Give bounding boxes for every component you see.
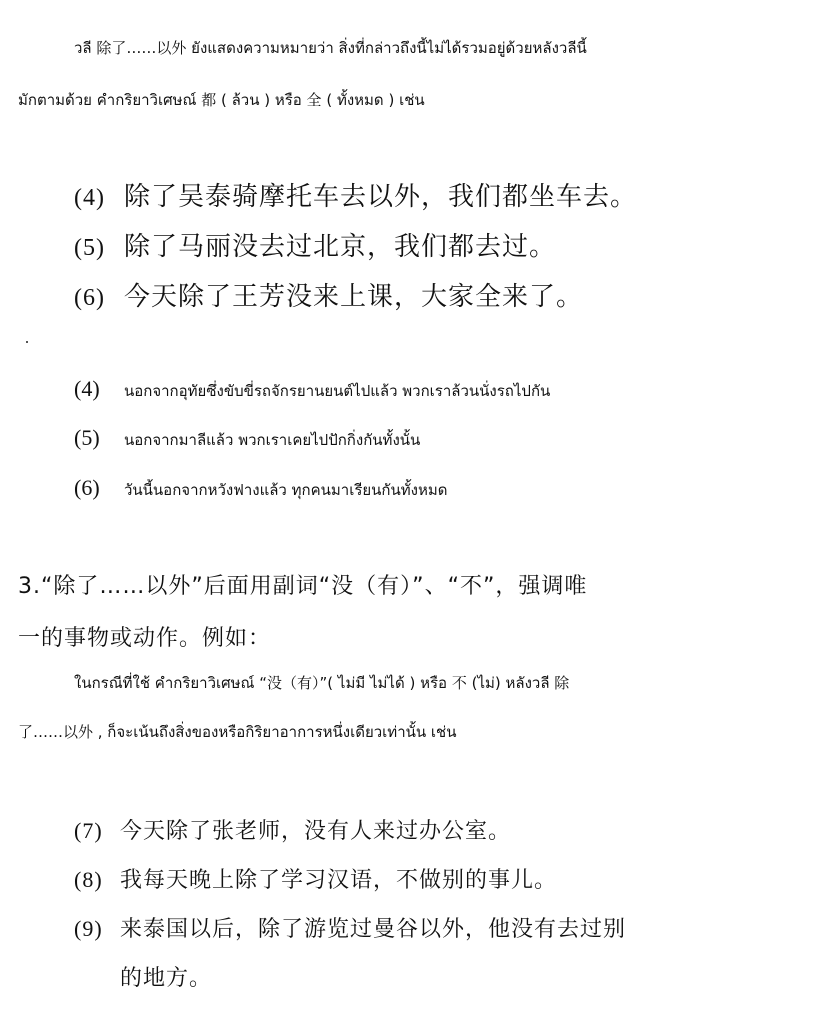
- section3-zh-line-2: 一的事物或动作。例如：: [18, 626, 272, 651]
- intro-line-2: มักตามด้วย คำกริยาวิเศษณ์ 都 ( ล้วน ) หรือ 全 ( ทั้งหมด ) เช่น: [18, 91, 425, 109]
- example-text: 今天除了张老师，没有人来过办公室。: [120, 819, 512, 844]
- example-number: (7): [74, 818, 103, 843]
- example-zh-8: [74, 863, 557, 894]
- example-number: (6): [74, 475, 100, 500]
- example-th-4: [74, 376, 550, 403]
- example-text: 我每天晚上除了学习汉语，不做别的事儿。: [120, 868, 558, 893]
- example-number: (6): [74, 285, 105, 311]
- example-text: นอกจากอุทัยซึ่งขับขี่รถจักรยานยนต์ไปแล้ว พวกเราล้วนนั่งรถไปกัน: [124, 382, 551, 400]
- example-9-continuation: 的地方。: [120, 966, 213, 991]
- example-text: 来泰国以后，除了游览过曼谷以外，他没有去过别: [120, 917, 627, 942]
- example-number: (9): [74, 916, 103, 941]
- section3-th-line-2: 了……以外 , ก็จะเน้นถึงสิ่งของหรือกิริยาอาการหนึ่งเดียวเท่านั้น เช่น: [18, 723, 457, 741]
- example-number: (4): [74, 185, 105, 211]
- example-th-5: [74, 425, 420, 452]
- example-text: 除了吴泰骑摩托车去以外，我们都坐车去。: [124, 182, 638, 212]
- section3-th-line-1: ในกรณีที่ใช้ คำกริยาวิเศษณ์ “没（有）”( ไม่มี ไม่ได้ ) หรือ 不 (ไม่) หลังวลี 除: [74, 674, 570, 692]
- example-text: 今天除了王芳没来上课，大家全来了。: [124, 282, 584, 312]
- example-text: 除了马丽没去过北京，我们都去过。: [124, 232, 557, 262]
- example-th-6: [74, 475, 447, 502]
- example-text: นอกจากมาลีแล้ว พวกเราเคยไปปักกิ่งกันทั้งนั้น: [124, 431, 421, 449]
- intro-line-1: วลี 除了……以外 ยังแสดงความหมายว่า สิ่งที่กล่าวถึงนี้ไม่ได้รวมอยู่ด้วยหลังวลีนี้: [74, 39, 587, 57]
- example-zh-4: [74, 176, 637, 213]
- example-number: (5): [74, 235, 105, 261]
- example-zh-7: [74, 814, 511, 845]
- example-number: (5): [74, 425, 100, 450]
- example-zh-6: [74, 276, 583, 313]
- example-zh-5: [74, 226, 556, 263]
- scan-speck: [26, 341, 28, 343]
- section3-zh-line-1: 3.“除了……以外”后面用副词“没（有）”、“不”，强调唯: [18, 574, 588, 599]
- example-text: วันนี้นอกจากหวังฟางแล้ว ทุกคนมาเรียนกันทั้งหมด: [124, 481, 448, 499]
- example-number: (4): [74, 376, 100, 401]
- example-zh-9: [74, 912, 626, 943]
- example-number: (8): [74, 867, 103, 892]
